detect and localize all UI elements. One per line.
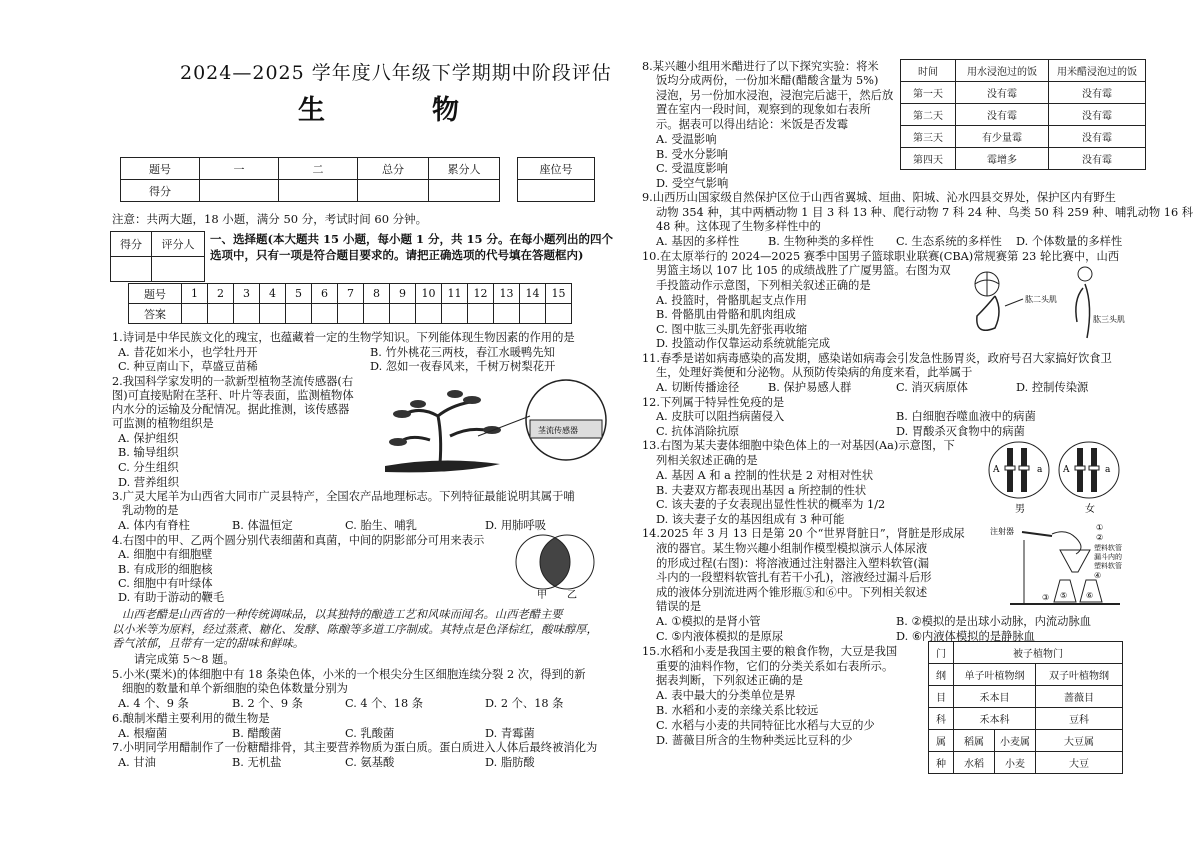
question-line: D. 青霉菌	[485, 727, 535, 740]
score-header-2: 二	[279, 158, 358, 180]
class-cell: 蔷薇目	[1036, 686, 1123, 708]
tube-label: 塑料软管	[1094, 544, 1122, 552]
female-label: 女	[1085, 504, 1095, 515]
grader-cell[interactable]	[152, 257, 205, 282]
venn-label-yi: 乙	[567, 590, 577, 601]
mold-header: 用米醋浸泡过的饭	[1049, 60, 1146, 82]
seat-table	[517, 157, 595, 202]
question-line: A. 甘油	[118, 756, 156, 769]
question-line: 细胞的数量和单个新细胞的染色体数量分别为	[122, 682, 348, 695]
class-cell: 大豆	[1036, 752, 1123, 774]
question-line: 3.广灵大尾羊为山西省大同市广灵县特产，全国农产品地理标志。下列特征最能说明其属于哺	[112, 490, 575, 503]
question-line: 15.水稻和小麦是我国主要的粮食作物，大豆是我国	[642, 645, 898, 658]
answer-cell[interactable]	[364, 304, 390, 324]
mold-cell: 有少量霉	[956, 126, 1049, 148]
label-4: ④	[1094, 571, 1102, 580]
question-line: 乳动物的是	[122, 504, 179, 517]
question-line: A. 根瘤菌	[118, 727, 168, 740]
score-header-1: 一	[200, 158, 279, 180]
question-line: A. 基因的多样性	[656, 235, 740, 248]
question-line: A. 细胞中有细胞壁	[118, 548, 213, 561]
biceps-label: 肱二头肌	[1025, 295, 1057, 304]
question-line: C. 该夫妻的子女表现出显性性状的概率为 1/2	[656, 498, 886, 511]
question-line: 液的器官。某生物兴趣小组制作模型模拟演示人体尿液	[656, 542, 928, 555]
answer-cell[interactable]	[286, 304, 312, 324]
mold-header: 时间	[901, 60, 956, 82]
score-row-label: 得分	[121, 180, 200, 202]
mold-cell: 没有霉	[956, 82, 1049, 104]
answer-grid-number: 11	[442, 284, 468, 304]
score-cell[interactable]	[200, 180, 279, 202]
question-line: A. 4 个、9 条	[118, 697, 189, 710]
class-cell: 禾本科	[954, 708, 1036, 730]
answer-cell[interactable]	[234, 304, 260, 324]
question-line: D. 用肺呼吸	[485, 519, 547, 532]
venn-label-jia: 甲	[537, 590, 547, 601]
passage-line: 以小米等为原料，经过蒸煮、糖化、发酵、陈酿等多道工序制成。其特点是色泽棕红，酸味醇厚，	[112, 623, 598, 636]
question-line: B. 白细胞吞噬血液中的病菌	[896, 410, 1036, 423]
answer-grid-number: 6	[312, 284, 338, 304]
question-line: B. 受水分影响	[656, 148, 728, 161]
question-line: 9.山西历山国家级自然保护区位于山西省翼城、垣曲、阳城、沁水四县交界处，保护区内有野生	[642, 191, 1116, 204]
mold-cell: 第四天	[901, 148, 956, 170]
question-line: D. 营养组织	[118, 476, 180, 489]
question-line: B. 夫妻双方都表现出基因 a 所控制的性状	[656, 484, 867, 497]
mold-cell: 霉增多	[956, 148, 1049, 170]
exam-note: 注意：共两大题，18 小题，满分 50 分，考试时间 60 分钟。	[112, 212, 428, 226]
question-line: D. 个体数量的多样性	[1016, 235, 1123, 248]
answer-grid	[128, 283, 572, 324]
label-1: ①	[1096, 523, 1104, 532]
answer-grid-number: 10	[416, 284, 442, 304]
score-table	[120, 157, 500, 202]
label-2: ②	[1096, 533, 1104, 542]
class-cell: 目	[929, 686, 954, 708]
question-line: 浸泡，另一份加水浸泡，浸泡完后滤干，然后放	[656, 89, 894, 102]
question-line: B. 体温恒定	[232, 519, 293, 532]
gene-a-label: a	[1037, 465, 1043, 475]
question-line: B. 竹外桃花三两枝，春江水暖鸭先知	[370, 346, 555, 359]
question-line: C. 抗体消除抗原	[656, 425, 740, 438]
venn-figure	[505, 530, 605, 602]
passage-line: 香气浓郁，且带有一定的甜味和鲜味。	[112, 637, 305, 650]
kidney-model-figure	[990, 520, 1130, 610]
mold-cell: 没有霉	[1049, 148, 1146, 170]
question-line: 图)可直接贴附在茎秆、叶片等表面，监测植物体	[112, 389, 354, 402]
question-line: 6.酿制米醋主要利用的微生物是	[112, 712, 270, 725]
class-cell: 纲	[929, 664, 954, 686]
question-line: 动物 354 种，其中两栖动物 1 目 3 科 13 种、爬行动物 7 科 24 种、鸟类 50 科 259 种、哺乳动物 16 科	[656, 206, 1194, 219]
question-line: 13.右图为某夫妻体细胞中染色体上的一对基因(Aa)示意图，下	[642, 439, 955, 452]
question-line: 12.下列属于特异性免疫的是	[642, 396, 785, 409]
question-line: 11.春季是诺如病毒感染的高发期，感染诺如病毒会引发急性肠胃炎，政府号召大家搞好饮食卫	[642, 352, 1112, 365]
section-one-heading: 一、选择题(本大题共 15 小题，每小题 1 分，共 15 分。在每小题列出的四个选项中，只有一项是符合题目要求的。请把正确选项的代号填在答题框内)	[210, 232, 613, 262]
class-cell: 稻属	[954, 730, 995, 752]
syringe-label: 注射器	[990, 527, 1014, 536]
question-line: 2.我国科学家发明的一款新型植物茎流传感器(右	[112, 375, 354, 388]
question-line: 生，处理好粪便和分泌物。从预防传染病的角度来看，此举属于	[656, 366, 973, 379]
answer-cell[interactable]	[182, 304, 208, 324]
class-cell: 大豆属	[1036, 730, 1123, 752]
question-line: 男篮主场以 107 比 105 的成绩战胜了广厦男篮。右图为双	[656, 264, 951, 277]
question-line: A. 受温影响	[656, 133, 717, 146]
question-line: C. 4 个、18 条	[345, 697, 424, 710]
gene-A-label: A	[1063, 465, 1070, 475]
answer-grid-number: 5	[286, 284, 312, 304]
grader-score-label: 得分	[111, 232, 152, 257]
question-line: 4.右图中的甲、乙两个圆分别代表细菌和真菌，中间的阴影部分可用来表示	[112, 534, 485, 547]
question-line: D. 该夫妻子女的基因组成有 3 种可能	[656, 513, 845, 526]
classification-table	[928, 641, 1123, 774]
mold-cell: 没有霉	[956, 104, 1049, 126]
answer-grid-number: 3	[234, 284, 260, 304]
label-6: ⑥	[1086, 591, 1094, 600]
answer-grid-number: 14	[520, 284, 546, 304]
question-line: 的形成过程(右图)：将溶液通过注射器注入塑料软管(漏	[656, 557, 930, 570]
question-line: C. 乳酸菌	[345, 727, 395, 740]
answer-grid-number: 15	[546, 284, 572, 304]
question-line: D. 投篮动作仅靠运动系统就能完成	[656, 337, 830, 350]
class-cell: 小麦	[995, 752, 1036, 774]
class-cell: 被子植物门	[954, 642, 1123, 664]
answer-grid-number: 4	[260, 284, 286, 304]
answer-grid-a-label: 答案	[129, 304, 182, 324]
question-line: 手投篮动作示意图，下列相关叙述正确的是	[656, 279, 871, 292]
question-line: 8.某兴趣小组用米醋进行了以下探究实验：将米	[642, 60, 879, 73]
score-cell[interactable]	[358, 180, 429, 202]
male-label: 男	[1015, 504, 1025, 515]
question-line: 置在室内一段时间，观察到的现象如右表所	[656, 103, 871, 116]
question-line: A. 皮肤可以阻挡病菌侵入	[656, 410, 785, 423]
question-line: D. 有助于游动的鞭毛	[118, 591, 225, 604]
question-line: B. 2 个、9 条	[232, 697, 303, 710]
answer-cell[interactable]	[520, 304, 546, 324]
question-line: B. 保护易感人群	[768, 381, 852, 394]
question-line: A. 基因 A 和 a 控制的性状是 2 对相对性状	[656, 469, 874, 482]
basketball-figure	[965, 266, 1135, 346]
exam-title: 2024—2025 学年度八年级下学期期中阶段评估	[180, 62, 612, 84]
answer-cell[interactable]	[494, 304, 520, 324]
question-line: C. 氨基酸	[345, 756, 395, 769]
class-cell: 豆科	[1036, 708, 1123, 730]
question-line: A. ①模拟的是肾小管	[656, 615, 761, 628]
answer-grid-number: 7	[338, 284, 364, 304]
question-line: C. 受温度影响	[656, 162, 728, 175]
question-line: B. 有成形的细胞核	[118, 563, 213, 576]
answer-grid-number: 9	[390, 284, 416, 304]
question-line: B. 醋酸菌	[232, 727, 282, 740]
answer-cell[interactable]	[390, 304, 416, 324]
question-line: 7.小明同学用醋制作了一份糖醋排骨，其主要营养物质为蛋白质。蛋白质进入人体后最终被消化为	[112, 741, 598, 754]
grader-table	[110, 231, 205, 282]
question-line: C. 细胞中有叶绿体	[118, 577, 213, 590]
mold-cell: 第二天	[901, 104, 956, 126]
question-line: D. 2 个、18 条	[485, 697, 564, 710]
answer-cell[interactable]	[468, 304, 494, 324]
question-line: D. 蔷薇目所含的生物种类远比豆科的少	[656, 734, 853, 747]
label-5: ⑤	[1060, 591, 1068, 600]
score-cell[interactable]	[429, 180, 500, 202]
question-line: 14.2025 年 3 月 13 日是第 20 个“世界肾脏日”，肾脏是形成尿	[642, 527, 965, 540]
tube2-label: 塑料软管	[1094, 562, 1122, 570]
class-cell: 科	[929, 708, 954, 730]
class-cell: 单子叶植物纲	[954, 664, 1036, 686]
triceps-label: 肱三头肌	[1093, 315, 1125, 324]
answer-cell[interactable]	[442, 304, 468, 324]
score-header-total: 总分	[358, 158, 429, 180]
question-line: B. 水稻和小麦的亲缘关系比较远	[656, 704, 819, 717]
class-cell: 水稻	[954, 752, 995, 774]
class-cell: 门	[929, 642, 954, 664]
class-cell: 禾本目	[954, 686, 1036, 708]
label-3: ③	[1042, 593, 1050, 602]
question-line: 内水分的运输及分配情况。据此推测，该传感器	[112, 403, 350, 416]
question-line: 48 种。这体现了生物多样性中的	[656, 220, 821, 233]
question-line: A. 投篮时，骨骼肌起支点作用	[656, 294, 807, 307]
question-line: D. 脂肪酸	[485, 756, 535, 769]
question-line: D. 控制传染源	[1016, 381, 1089, 394]
grader-name-label: 评分人	[152, 232, 205, 257]
chromosome-figure	[985, 440, 1125, 520]
question-line: C. 生态系统的多样性	[896, 235, 1002, 248]
answer-cell[interactable]	[312, 304, 338, 324]
question-line: C. 分生组织	[118, 461, 179, 474]
exam-subject: 生 物	[298, 95, 499, 126]
class-cell: 属	[929, 730, 954, 752]
question-line: C. 图中肱三头肌先舒张再收缩	[656, 323, 807, 336]
question-line: 斗内的一段塑料软管扎有若干小孔)，溶液经过漏斗后形	[656, 571, 932, 584]
question-line: 列相关叙述正确的是	[656, 454, 758, 467]
answer-grid-number: 1	[182, 284, 208, 304]
question-line: 据表判断，下列叙述正确的是	[656, 674, 803, 687]
passage-line: 山西老醋是山西省的一种传统调味品，以其独特的酿造工艺和风味而闻名。山西老醋主要	[122, 608, 563, 621]
question-line: C. 水稻与小麦的共同特征比水稻与大豆的少	[656, 719, 875, 732]
answer-cell[interactable]	[416, 304, 442, 324]
question-line: A. 表中最大的分类单位是界	[656, 689, 796, 702]
question-line: D. 胃酸杀灭食物中的病菌	[896, 425, 1025, 438]
question-line: 1.诗词是中华民族文化的瑰宝，也蕴藏着一定的生物学知识。下列能体现生物因素的作用的是	[112, 331, 575, 344]
question-line: C. ⑤内液体模拟的是原尿	[656, 630, 784, 643]
question-line: D. ⑥内液体模拟的是静脉血	[896, 630, 1035, 643]
class-cell: 小麦属	[995, 730, 1036, 752]
answer-grid-number: 2	[208, 284, 234, 304]
question-line: B. ②模拟的是出球小动脉，内流动脉血	[896, 615, 1092, 628]
question-line: B. 无机盐	[232, 756, 282, 769]
question-line: 示。据表可以得出结论：米饭是否发霉	[656, 118, 849, 131]
question-line: C. 消灭病原体	[896, 381, 968, 394]
mold-header: 用水浸泡过的饭	[956, 60, 1049, 82]
question-line: 5.小米(粟米)的体细胞中有 18 条染色体，小米的一个根尖分生区细胞连续分裂 2 次，得到的新	[112, 668, 586, 681]
seat-cell[interactable]	[518, 180, 595, 202]
answer-grid-number: 13	[494, 284, 520, 304]
question-line: 成的液体分别流进两个锥形瓶⑤和⑥中。下列相关叙述	[656, 586, 928, 599]
question-line: A. 切断传播途径	[656, 381, 740, 394]
question-line: D. 受空气影响	[656, 177, 729, 190]
answer-grid-q-label: 题号	[129, 284, 182, 304]
answer-cell[interactable]	[546, 304, 572, 324]
class-cell: 种	[929, 752, 954, 774]
mold-cell: 没有霉	[1049, 126, 1146, 148]
mold-cell: 没有霉	[1049, 82, 1146, 104]
question-line: B. 输导组织	[118, 446, 179, 459]
class-cell: 双子叶植物纲	[1036, 664, 1123, 686]
gene-A-label: A	[993, 465, 1000, 475]
seat-label: 座位号	[518, 158, 595, 180]
question-line: 错误的是	[656, 600, 702, 613]
grader-cell[interactable]	[111, 257, 152, 282]
question-line: C. 种豆南山下，草盛豆苗稀	[118, 360, 258, 373]
answer-cell[interactable]	[208, 304, 234, 324]
question-line: 重要的油料作物，它们的分类关系如右表所示。	[656, 660, 894, 673]
score-cell[interactable]	[279, 180, 358, 202]
funnel-label: 漏斗内的	[1094, 553, 1122, 561]
question-line: 可监测的植物组织是	[112, 417, 214, 430]
question-line: 请完成第 5～8 题。	[134, 653, 235, 666]
question-line: A. 保护组织	[118, 432, 179, 445]
question-line: C. 胎生、哺乳	[345, 519, 417, 532]
mold-cell: 第一天	[901, 82, 956, 104]
question-line: B. 生物种类的多样性	[768, 235, 874, 248]
answer-cell[interactable]	[260, 304, 286, 324]
gene-a-label: a	[1105, 465, 1111, 475]
answer-cell[interactable]	[338, 304, 364, 324]
question-line: A. 昔花如米小，也学牡丹开	[118, 346, 258, 359]
question-line: B. 骨骼肌由骨骼和肌肉组成	[656, 308, 796, 321]
question-line: 10.在太原举行的 2024—2025 赛季中国男子篮球职业联赛(CBA)常规赛第 23 轮比赛中，山西	[642, 250, 1120, 263]
question-line: D. 忽如一夜春风来，千树万树梨花开	[370, 360, 556, 373]
plant-sensor-figure	[380, 376, 620, 476]
question-line: A. 体内有脊柱	[118, 519, 190, 532]
mold-table	[900, 59, 1146, 170]
mold-cell: 第三天	[901, 126, 956, 148]
score-header-grader: 累分人	[429, 158, 500, 180]
answer-grid-number: 8	[364, 284, 390, 304]
answer-grid-number: 12	[468, 284, 494, 304]
sensor-label: 茎流传感器	[538, 426, 578, 435]
question-line: 饭均分成两份，一份加米醋(醋酸含量为 5%)	[656, 74, 879, 87]
mold-cell: 没有霉	[1049, 104, 1146, 126]
score-header-number: 题号	[121, 158, 200, 180]
